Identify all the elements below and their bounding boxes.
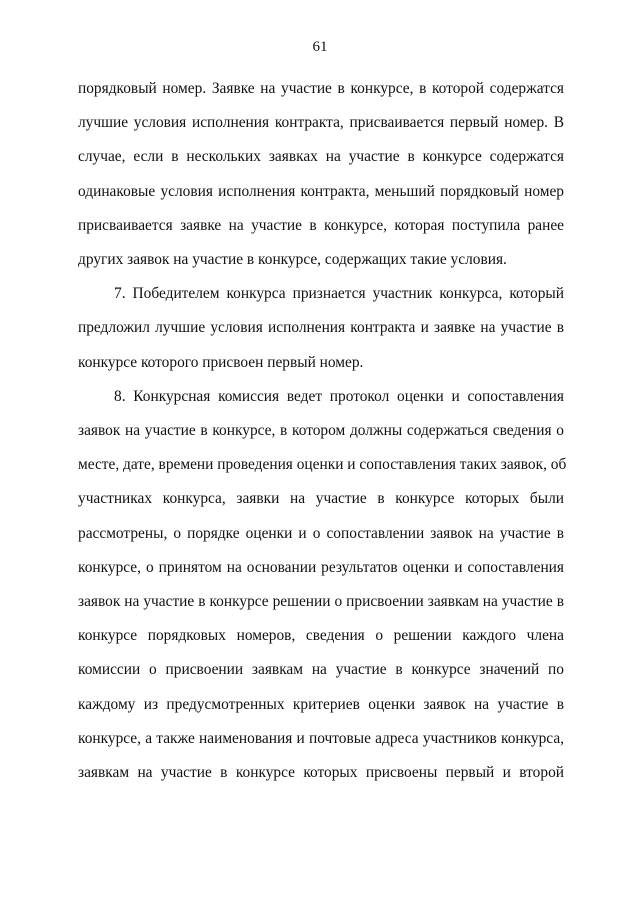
text-line: других заявок на участие в конкурсе, содержащих такие условия.	[78, 251, 507, 269]
text-line: случае, если в нескольких заявках на участие в конкурсе содержатся	[78, 148, 564, 166]
text-line: лучшие условия исполнения контракта, присваивается первый номер. В	[78, 114, 564, 132]
document-body	[78, 72, 567, 790]
text-line: комиссии о присвоении заявкам на участие в конкурсе значений по	[78, 661, 564, 679]
text-line: заявок на участие в конкурсе решении о присвоении заявкам на участие в	[78, 593, 564, 611]
text-line: заявок на участие в конкурсе, в котором должны содержаться сведения о	[78, 422, 564, 440]
text-line: конкурсе которого присвоен первый номер.	[78, 353, 364, 371]
text-line: конкурсе порядковых номеров, сведения о решении каждого члена	[78, 627, 564, 645]
paragraph-item-8	[78, 380, 567, 790]
text-line: участниках конкурса, заявки на участие в конкурсе которых были	[78, 490, 564, 508]
text-line: одинаковые условия исполнения контракта, меньший порядковый номер	[78, 182, 564, 200]
text-line: порядковый номер. Заявке на участие в конкурсе, в которой содержатся	[78, 80, 564, 97]
paragraph-continuation	[78, 72, 564, 277]
text-line: предложил лучшие условия исполнения контракта и заявке на участие в	[78, 319, 564, 337]
paragraph-item-7	[78, 277, 564, 380]
page-number: 61	[312, 39, 328, 55]
text-line: 7. Победителем конкурса признается участник конкурса, который	[114, 285, 564, 303]
text-line: 8. Конкурсная комиссия ведет протокол оценки и сопоставления	[114, 387, 564, 405]
text-line: заявкам на участие в конкурсе которых присвоены первый и второй	[78, 764, 564, 782]
text-line: каждому из предусмотренных критериев оценки заявок на участие в	[78, 695, 564, 713]
text-line: месте, дате, времени проведения оценки и сопоставления таких заявок, об	[78, 456, 567, 474]
text-line: рассмотрены, о порядке оценки и о сопоставлении заявок на участие в	[78, 524, 564, 542]
text-line: конкурсе, о принятом на основании результатов оценки и сопоставления	[78, 558, 564, 576]
text-line: присваивается заявке на участие в конкурсе, которая поступила ранее	[78, 216, 564, 234]
text-line: конкурсе, а также наименования и почтовые адреса участников конкурса,	[78, 729, 564, 747]
